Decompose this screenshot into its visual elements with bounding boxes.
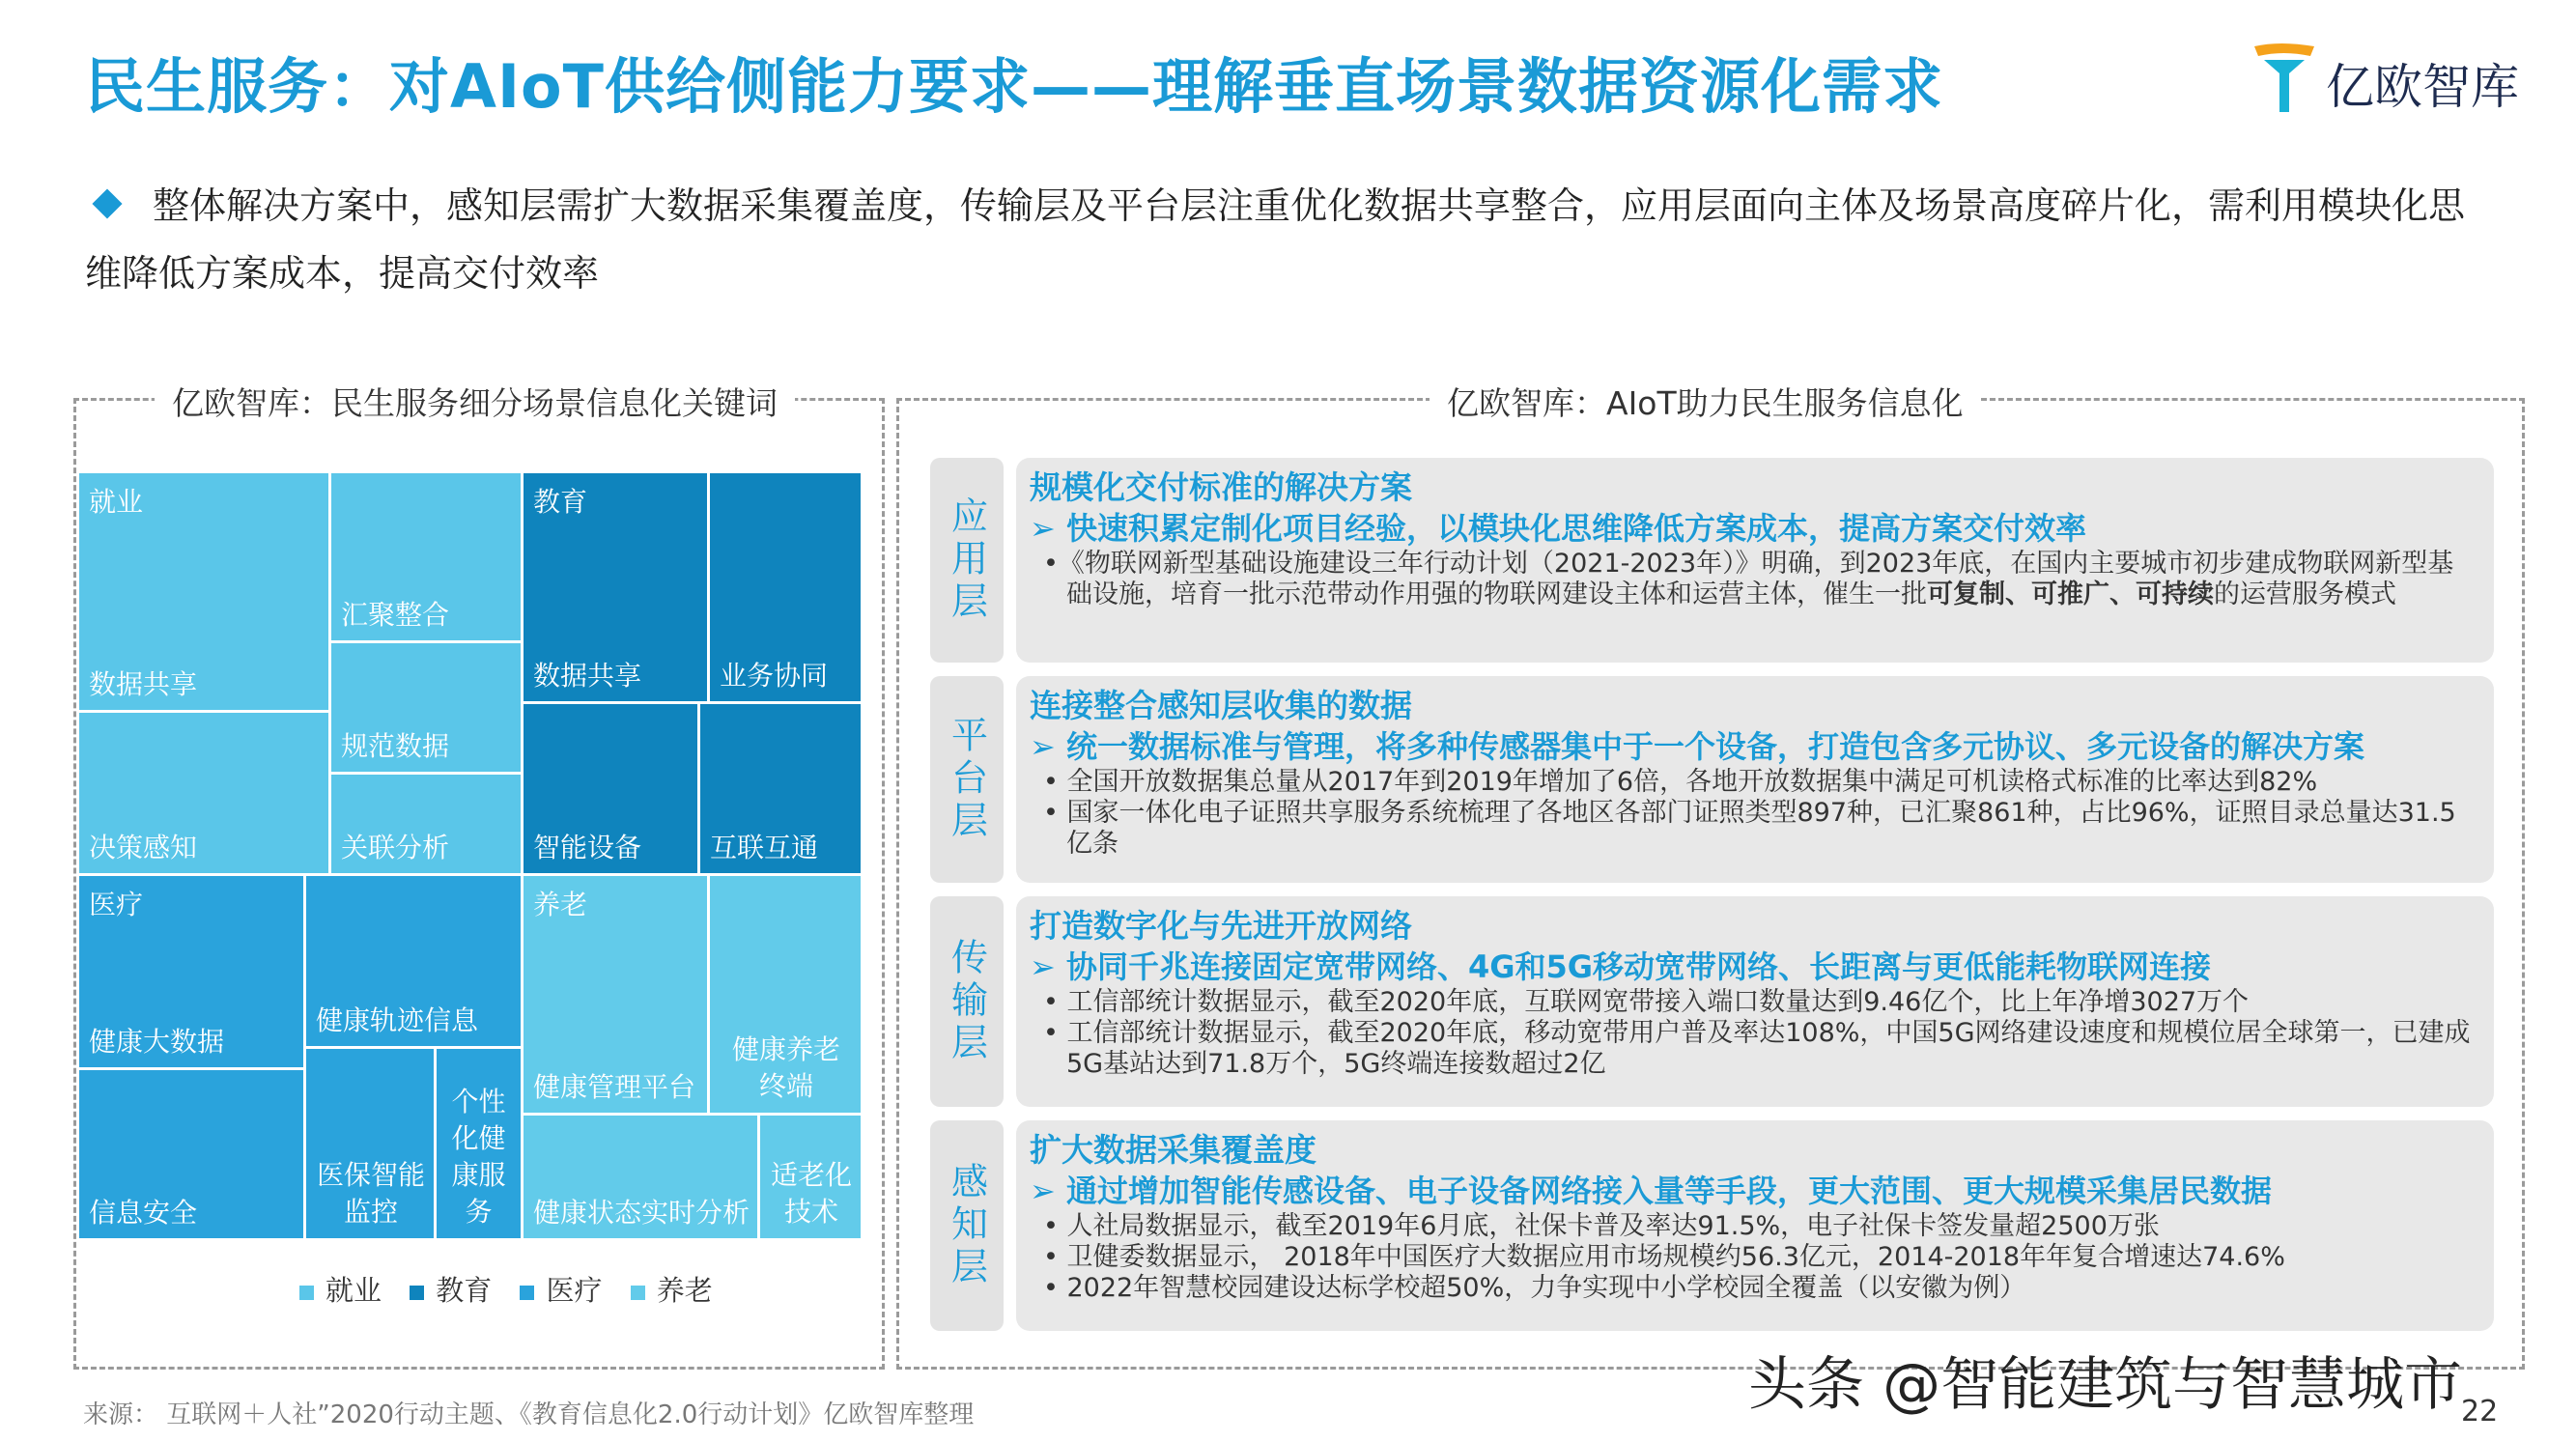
legend-item: 就业 — [326, 1274, 382, 1307]
treemap-cell-huijuzhenghe — [331, 473, 521, 640]
layer-heading: 连接整合感知层收集的数据 — [1030, 687, 1412, 724]
treemap-label: 就业 — [89, 486, 144, 518]
treemap-label: 业务协同 — [720, 660, 829, 692]
layer-box-transport — [1016, 896, 2494, 1107]
yiou-logo-icon — [2250, 39, 2318, 116]
treemap-label: 健康养老终端 — [731, 1033, 840, 1102]
watermark: 头条 @智能建筑与智慧城市 — [1748, 1351, 2463, 1419]
treemap-label: 信息安全 — [89, 1197, 198, 1229]
treemap-cell-jiaoyu — [524, 473, 707, 701]
treemap-cell-xinxianquan — [79, 1070, 303, 1238]
layer-bullet: • 全国开放数据集总量从2017年到2019年增加了6倍，各地开放数据集中满足可机读格式标准的比率达到82% — [1043, 767, 2318, 797]
treemap-cell-guanlianfenxi — [331, 775, 521, 873]
legend-item: 医疗 — [546, 1274, 603, 1307]
treemap-cell-shilaohua — [760, 1116, 861, 1238]
treemap-label: 个性化健康服务 — [451, 1086, 506, 1228]
brand-logo-text: 亿欧智库 — [2326, 59, 2519, 115]
layer-subpoint: ➢ 统一数据标准与管理，将多种传感器集中于一个设备，打造包含多元协议、多元设备的解决方案 — [1030, 728, 2364, 765]
treemap-cell-jiankangguiji — [306, 876, 521, 1046]
treemap-label: 教育 — [533, 486, 588, 518]
treemap-cell-yiliao — [79, 876, 303, 1067]
treemap-cell-gexinghua — [437, 1049, 521, 1238]
layer-box-application — [1016, 458, 2494, 663]
layer-subpoint: ➢ 快速积累定制化项目经验，以模块化思维降低方案成本，提高方案交付效率 — [1030, 510, 2086, 547]
layer-label-platform: 平台层 — [930, 676, 1004, 883]
source-note: 来源： 互联网＋人社”2020行动主题、《教育信息化2.0行动计划》亿欧智库整理 — [83, 1400, 975, 1429]
treemap-label: 关联分析 — [341, 832, 450, 863]
treemap-label: 决策感知 — [89, 832, 198, 863]
layer-label-perception: 感知层 — [930, 1120, 1004, 1331]
treemap-label: 健康管理平台 — [533, 1071, 696, 1103]
layer-heading: 扩大数据采集覆盖度 — [1030, 1131, 1316, 1169]
treemap-cell-yanglao — [524, 876, 707, 1113]
treemap-cell-juecegan — [79, 713, 328, 873]
layer-bullet: • 工信部统计数据显示，截至2020年底，移动宽带用户普及率达108%，中国5G网络建设速度和规模位居全球第一，已建成5G基站达到71.8万个，5G终端连接数超过2亿 — [1043, 1018, 2471, 1079]
layer-bullet — [1030, 549, 2475, 610]
treemap-label: 医疗 — [89, 889, 144, 920]
layer-heading: 打造数字化与先进开放网络 — [1030, 907, 1412, 945]
treemap-label: 数据共享 — [89, 668, 198, 700]
page-number: 22 — [2461, 1395, 2499, 1428]
right-panel-title: 亿欧智库：AIoT助力民生服务信息化 — [1430, 379, 1981, 424]
treemap-label: 数据共享 — [533, 660, 642, 692]
bullet-text: •《物联网新型基础设施建设三年行动计划（2021-2023年）》明确，到2023年底，在国内主要城市初步建成物联网新型基础设施，培育一批示范带动作用强的物联网建设主体和运营主体，催生一批 — [1043, 549, 2454, 609]
layer-subpoint: ➢ 协同千兆连接固定宽带网络、4G和5G移动宽带网络、长距离与更低能耗物联网连接 — [1030, 948, 2212, 985]
treemap-cell-hulianhutong — [700, 704, 861, 873]
brand-logo — [2250, 39, 2531, 116]
treemap-label: 养老 — [533, 889, 588, 920]
layer-bullet: • 卫健委数据显示， 2018年中国医疗大数据应用市场规模约56.3亿元，2014-2018年年复合增速达74.6% — [1043, 1242, 2285, 1272]
treemap-cell-zhinengshebei — [524, 704, 697, 873]
treemap-cell-jiankangyanglao — [710, 876, 861, 1113]
layer-box-platform — [1016, 676, 2494, 883]
legend-swatch — [520, 1286, 534, 1300]
layer-label-application: 应用层 — [930, 458, 1004, 663]
treemap-label: 智能设备 — [533, 832, 642, 863]
intro-text: 整体解决方案中，感知层需扩大数据采集覆盖度，传输层及平台层注重优化数据共享整合，应用层面向主体及场景高度碎片化，需利用模块化思维降低方案成本，提高交付效率 — [85, 184, 2466, 295]
layer-bullet: • 2022年智慧校园建设达标学校超50%，力争实现中小学校园全覆盖（以安徽为例） — [1043, 1273, 2026, 1303]
legend-item: 养老 — [656, 1274, 713, 1307]
layer-subpoint: ➢ 通过增加智能传感设备、电子设备网络接入量等手段，更大范围、更大规模采集居民数据 — [1030, 1173, 2272, 1209]
treemap-cell-jiuye — [79, 473, 328, 710]
layer-bullet: • 工信部统计数据显示，截至2020年底，互联网宽带接入端口数量达到9.46亿个，比上年净增3027万个 — [1043, 987, 2250, 1017]
treemap-label: 互联互通 — [710, 832, 819, 863]
legend-item: 教育 — [436, 1274, 493, 1307]
treemap-cell-yibaozhineng — [306, 1049, 434, 1238]
diamond-bullet-icon — [92, 188, 122, 218]
layer-heading: 规模化交付标准的解决方案 — [1030, 468, 1412, 506]
layer-label-transport: 传输层 — [930, 896, 1004, 1107]
treemap-cell-jiankangzhuangtai — [524, 1116, 757, 1238]
treemap-legend — [280, 1269, 713, 1309]
layer-bullet: • 国家一体化电子证照共享服务系统梳理了各地区各部门证照类型897种，已汇聚861种，占比96%，证照目录总量达31.5亿条 — [1043, 798, 2456, 859]
left-panel-title: 亿欧智库：民生服务细分场景信息化关键词 — [155, 379, 795, 424]
layer-bullet: • 人社局数据显示，截至2019年6月底，社保卡普及率达91.5%，电子社保卡签发量超2500万张 — [1043, 1211, 2160, 1241]
treemap-cell-guifanshuju — [331, 643, 521, 772]
bullet-bold-text: 可复制、可推广、可持续 — [1927, 580, 2214, 609]
legend-swatch — [299, 1286, 314, 1300]
layer-box-perception — [1016, 1120, 2494, 1331]
bullet-text: 的运营服务模式 — [2214, 580, 2396, 609]
treemap-label: 医保智能监控 — [316, 1159, 425, 1228]
intro-paragraph — [85, 172, 2500, 307]
legend-swatch — [631, 1286, 645, 1300]
page-title: 民生服务：对AIoT供给侧能力要求——理解垂直场景数据资源化需求 — [85, 51, 1943, 122]
treemap-label: 健康轨迹信息 — [316, 1004, 479, 1036]
treemap-label: 适老化技术 — [770, 1159, 852, 1228]
treemap-cell-yewuxietong — [710, 473, 861, 701]
legend-swatch — [410, 1286, 424, 1300]
treemap-label: 汇聚整合 — [341, 599, 450, 631]
treemap-label: 健康状态实时分析 — [533, 1197, 750, 1229]
treemap-label: 健康大数据 — [89, 1026, 225, 1058]
treemap-label: 规范数据 — [341, 730, 450, 762]
